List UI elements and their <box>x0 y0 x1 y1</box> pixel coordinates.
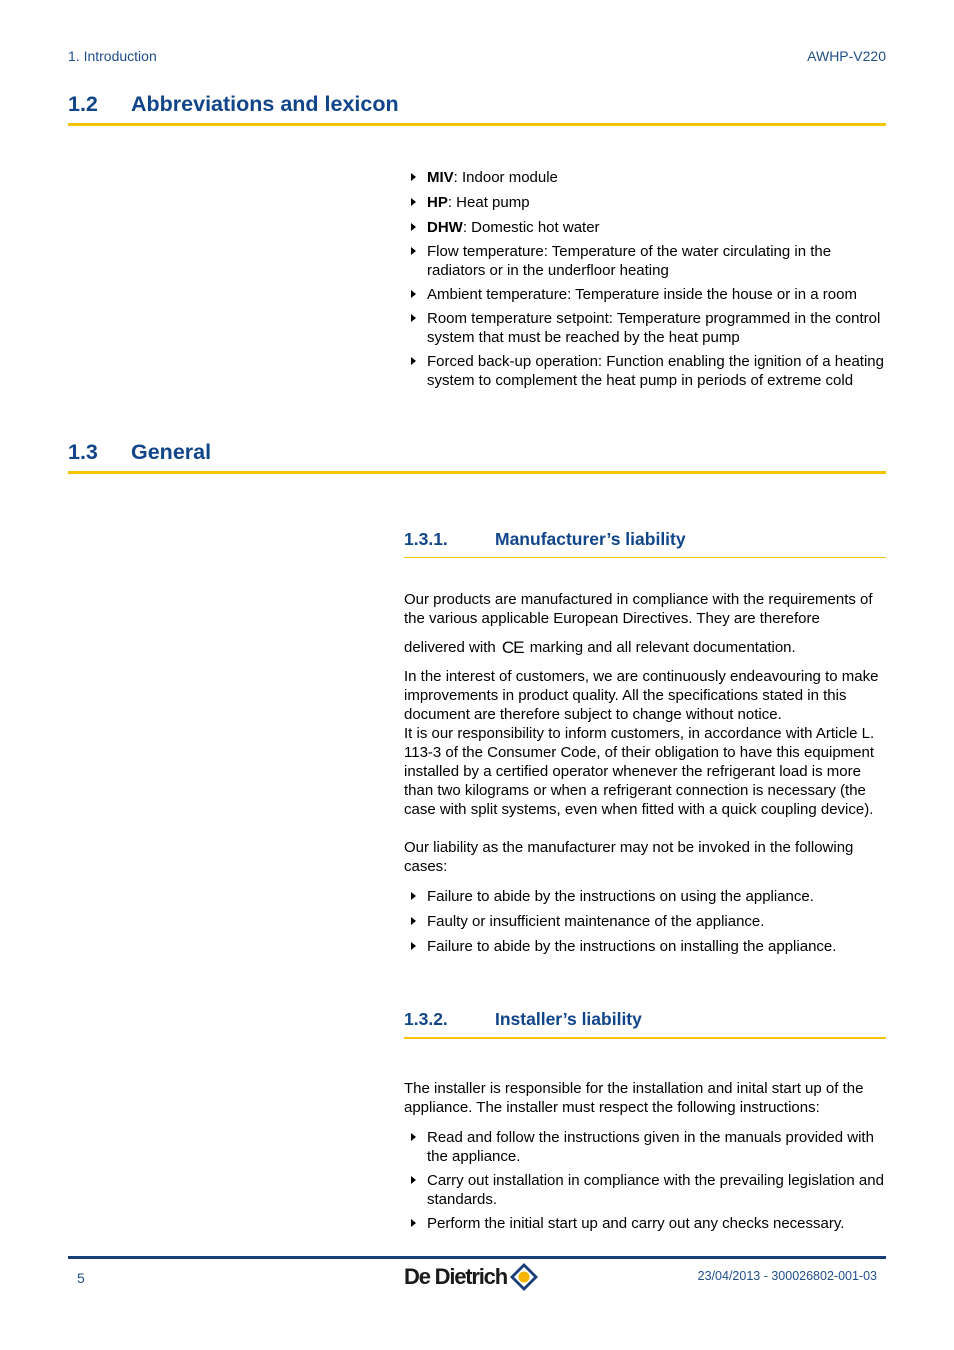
logo-diamond-icon <box>509 1262 539 1292</box>
paragraph: In the interest of customers, we are continuously endeavouring to make improvements in product quality. All the specifications stated in this document are therefore subject to change without notice. <box>404 668 879 723</box>
section-number: 1.2 <box>68 92 98 116</box>
list-item: HP: Heat pump <box>404 193 886 212</box>
subsection-number: 1.3.2. <box>404 1009 448 1029</box>
paragraph: The installer is responsible for the installation and inital start up of the appliance. The installer must respect the following instructions: <box>404 1080 864 1116</box>
list-item: Faulty or insufficient maintenance of the appliance. <box>404 912 886 931</box>
subsection-title: Installer’s liability <box>495 1009 642 1029</box>
liability-exclusions-list <box>404 887 886 956</box>
running-header-model: AWHP-V220 <box>807 48 886 64</box>
footer-rule <box>68 1256 886 1259</box>
document-reference: 23/04/2013 - 300026802-001-03 <box>697 1269 877 1283</box>
list-item: Carry out installation in compliance with the prevailing legislation and standards. <box>404 1171 886 1209</box>
paragraph: Our liability as the manufacturer may not be invoked in the following cases: <box>404 839 854 875</box>
ce-mark-icon: CE <box>501 638 524 657</box>
list-item: Flow temperature: Temperature of the water circulating in the radiators or in the underfloor heating <box>404 242 886 280</box>
list-item: Failure to abide by the instructions on installing the appliance. <box>404 937 886 956</box>
paragraph: It is our responsibility to inform customers, in accordance with Article L. 113-3 of the Consumer Code, of their obligation to have this equipment installed by a certified operator whenever the refrigerant load is more than two kilograms or when a refrigerant connection is necessary (the case with split systems, even when fitted with a quick coupling device). <box>404 725 875 818</box>
logo-wordmark: De Dietrich <box>404 1264 507 1289</box>
section-number: 1.3 <box>68 440 98 464</box>
paragraph-ce: delivered with CE marking and all relevant documentation. <box>404 638 796 657</box>
manufacturer-liability-text <box>404 590 886 961</box>
page-number: 5 <box>77 1270 85 1286</box>
list-item: Failure to abide by the instructions on using the appliance. <box>404 887 886 906</box>
running-header-chapter: 1. Introduction <box>68 48 157 64</box>
abbreviations-list <box>404 168 886 390</box>
list-item: Read and follow the instructions given in the manuals provided with the appliance. <box>404 1128 886 1166</box>
subsection-number: 1.3.1. <box>404 529 448 549</box>
subsection-1-3-2-heading <box>404 1007 886 1039</box>
paragraph: Our products are manufactured in compliance with the requirements of the various applicable European Directives. They are therefore <box>404 591 873 627</box>
list-item: Forced back-up operation: Function enabling the ignition of a heating system to complement the heat pump in periods of extreme cold <box>404 352 886 390</box>
section-title: Abbreviations and lexicon <box>131 92 399 116</box>
list-item: DHW: Domestic hot water <box>404 218 886 237</box>
list-item: Perform the initial start up and carry out any checks necessary. <box>404 1214 886 1233</box>
subsection-1-3-1-heading <box>404 527 886 558</box>
list-item: Room temperature setpoint: Temperature programmed in the control system that must be reached by the heat pump <box>404 309 886 347</box>
installer-instructions-list <box>404 1128 886 1233</box>
list-item: MIV: Indoor module <box>404 168 886 187</box>
subsection-title: Manufacturer’s liability <box>495 529 686 549</box>
de-dietrich-logo <box>404 1260 539 1294</box>
abbreviations-list-block <box>404 168 886 395</box>
section-1-3-heading <box>68 437 886 474</box>
installer-liability-text <box>404 1079 886 1238</box>
section-title: General <box>131 440 212 464</box>
section-1-2-heading <box>68 89 886 126</box>
list-item: Ambient temperature: Temperature inside the house or in a room <box>404 285 886 304</box>
